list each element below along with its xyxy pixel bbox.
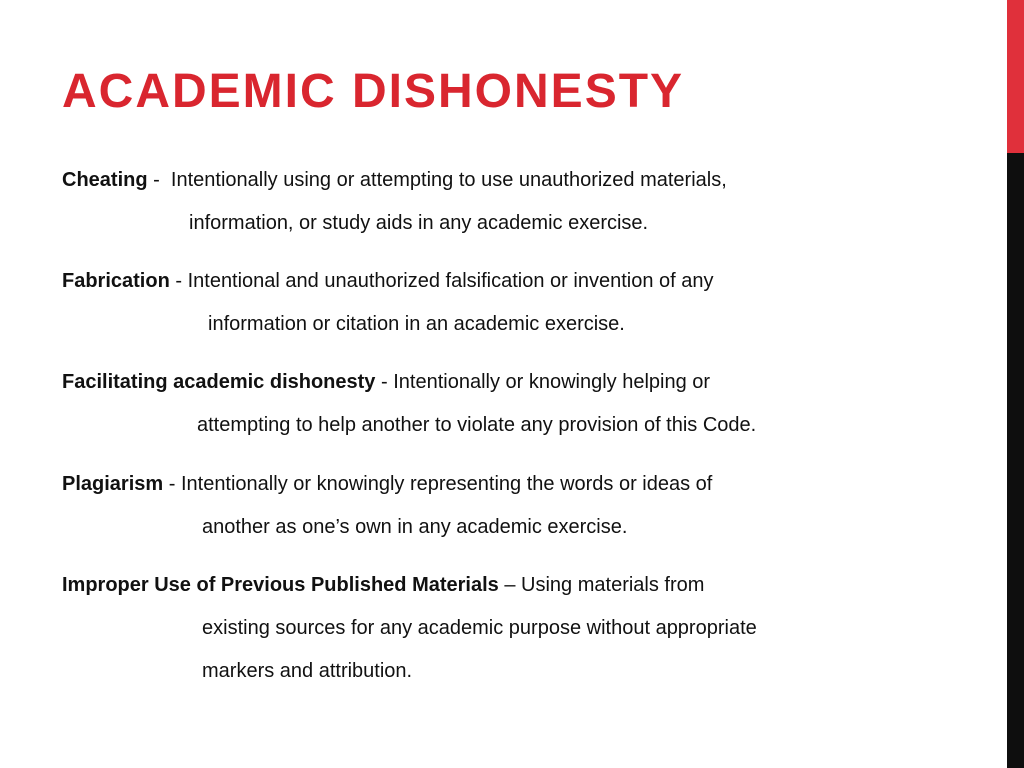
definition-improper-use: [62, 564, 942, 693]
definition-term: Improper Use of Previous Published Materials: [62, 574, 499, 596]
definition-text: Intentional and unauthorized falsification or invention of any: [187, 270, 714, 292]
definition-facilitating-academic-dishonesty: [62, 361, 942, 447]
definition-text: Intentionally using or attempting to use unauthorized materials,: [170, 169, 727, 191]
definition-separator: –: [498, 574, 522, 596]
definition-first-line: [62, 564, 942, 607]
accent-bar-red: [1007, 0, 1024, 153]
definition-separator: -: [147, 169, 171, 191]
definition-continuation: information, or study aids in any academic exercise.: [189, 212, 649, 234]
definition-term: Facilitating academic dishonesty: [62, 371, 376, 393]
definition-text: Intentionally or knowingly helping or: [393, 371, 711, 393]
definition-first-line: [62, 463, 942, 506]
slide-title: ACADEMIC DISHONESTY: [62, 65, 685, 118]
definition-text: Using materials from: [521, 574, 705, 596]
definition-text: Intentionally or knowingly representing the words or ideas of: [180, 473, 713, 495]
definition-fabrication: [62, 260, 942, 346]
accent-bar-black: [1007, 153, 1024, 768]
definition-first-line: [62, 260, 942, 303]
definition-continuation: markers and attribution.: [202, 660, 413, 682]
definition-continuation: existing sources for any academic purpose without appropriate: [202, 617, 757, 639]
definition-continuation: attempting to help another to violate any provision of this Code.: [197, 414, 757, 436]
definition-first-line: [62, 361, 942, 404]
definition-continuation: information or citation in an academic exercise.: [208, 313, 625, 335]
definition-separator: -: [169, 270, 188, 292]
definition-continuation: another as one’s own in any academic exercise.: [202, 516, 628, 538]
definition-cheating: [62, 159, 942, 245]
definition-term: Fabrication: [62, 270, 170, 292]
definition-separator: -: [163, 473, 181, 495]
definition-first-line: [62, 159, 942, 202]
definition-term: Cheating: [62, 169, 148, 191]
definition-plagiarism: [62, 463, 942, 549]
definition-term: Plagiarism: [62, 473, 164, 495]
definition-separator: -: [375, 371, 394, 393]
